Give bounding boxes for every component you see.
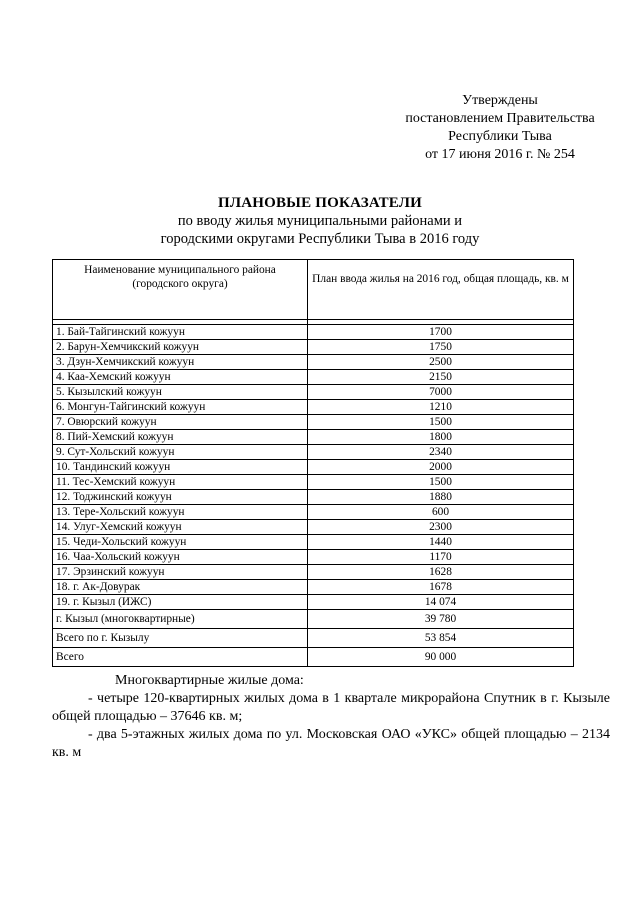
row-district: 8. Пий-Хемский кожуун <box>53 430 308 445</box>
row-district: 9. Сут-Хольский кожуун <box>53 445 308 460</box>
row-value: 1500 <box>308 415 574 430</box>
summary-label: Всего по г. Кызылу <box>53 629 308 648</box>
table-row <box>53 535 574 550</box>
row-value: 600 <box>308 505 574 520</box>
row-value: 1880 <box>308 490 574 505</box>
row-value: 1500 <box>308 475 574 490</box>
approval-line-4: от 17 июня 2016 г. № 254 <box>425 147 575 162</box>
table-row <box>53 460 574 475</box>
table-row <box>53 520 574 535</box>
approval-line-3: Республики Тыва <box>448 129 552 144</box>
table-row <box>53 430 574 445</box>
column-header-district: Наименование муниципального района (городского округа) <box>53 260 308 320</box>
row-value: 2150 <box>308 370 574 385</box>
row-district: 3. Дзун-Хемчикский кожуун <box>53 355 308 370</box>
row-district: 10. Тандинский кожуун <box>53 460 308 475</box>
summary-row <box>53 629 574 648</box>
notes-item-2: - два 5-этажных жилых дома по ул. Московская ОАО «УКС» общей площадью – 2134 кв. м <box>52 727 610 760</box>
row-district: 4. Каа-Хемский кожуун <box>53 370 308 385</box>
row-district: 19. г. Кызыл (ИЖС) <box>53 595 308 610</box>
row-value: 7000 <box>308 385 574 400</box>
summary-value: 90 000 <box>308 648 574 667</box>
row-district: 15. Чеди-Хольский кожуун <box>53 535 308 550</box>
table-row <box>53 475 574 490</box>
table-row <box>53 595 574 610</box>
table-row <box>53 370 574 385</box>
row-value: 2340 <box>308 445 574 460</box>
approval-line-1: Утверждены <box>462 93 538 108</box>
document-subtitle-line-1: по вводу жилья муниципальными районами и <box>177 213 463 229</box>
document-heading <box>0 194 640 248</box>
table-row <box>53 400 574 415</box>
table-row <box>53 550 574 565</box>
row-district: 5. Кызылский кожуун <box>53 385 308 400</box>
row-value: 1210 <box>308 400 574 415</box>
row-value: 14 074 <box>308 595 574 610</box>
approval-stamp <box>380 92 620 164</box>
summary-value: 53 854 <box>308 629 574 648</box>
row-district: 16. Чаа-Хольский кожуун <box>53 550 308 565</box>
summary-row-total <box>53 648 574 667</box>
row-district: 12. Тоджинский кожуун <box>53 490 308 505</box>
row-value: 2300 <box>308 520 574 535</box>
table-row <box>53 490 574 505</box>
summary-label: Всего <box>53 648 308 667</box>
row-value: 1170 <box>308 550 574 565</box>
row-district: 7. Овюрский кожуун <box>53 415 308 430</box>
table-row <box>53 355 574 370</box>
row-value: 1700 <box>308 325 574 340</box>
summary-row <box>53 610 574 629</box>
row-district: 6. Монгун-Тайгинский кожуун <box>53 400 308 415</box>
document-subtitle-line-2: городскими округами Республики Тыва в 2016 году <box>160 231 480 247</box>
summary-value: 39 780 <box>308 610 574 629</box>
table-header-row <box>53 260 574 320</box>
row-value: 1440 <box>308 535 574 550</box>
row-district: 13. Тере-Хольский кожуун <box>53 505 308 520</box>
notes-item-1: - четыре 120-квартирных жилых дома в 1 квартале микрорайона Спутник в г. Кызыле общей площадью – 37646 кв. м; <box>52 691 610 724</box>
row-district: 17. Эрзинский кожуун <box>53 565 308 580</box>
table-row <box>53 415 574 430</box>
table-row <box>53 505 574 520</box>
table-row <box>53 325 574 340</box>
table-row <box>53 340 574 355</box>
row-district: 1. Бай-Тайгинский кожуун <box>53 325 308 340</box>
summary-label: г. Кызыл (многоквартирные) <box>53 610 308 629</box>
notes-heading: Многоквартирные жилые дома: <box>115 673 304 688</box>
row-value: 2000 <box>308 460 574 475</box>
table-row <box>53 385 574 400</box>
row-value: 1800 <box>308 430 574 445</box>
row-value: 1678 <box>308 580 574 595</box>
row-district: 14. Улуг-Хемский кожуун <box>53 520 308 535</box>
row-district: 11. Тес-Хемский кожуун <box>53 475 308 490</box>
document-title: ПЛАНОВЫЕ ПОКАЗАТЕЛИ <box>217 195 423 211</box>
row-value: 2500 <box>308 355 574 370</box>
table-row <box>53 565 574 580</box>
notes-section <box>52 672 610 762</box>
column-header-plan: План ввода жилья на 2016 год, общая площадь, кв. м <box>308 260 574 320</box>
approval-line-2: постановлением Правительства <box>405 111 595 126</box>
row-value: 1628 <box>308 565 574 580</box>
row-value: 1750 <box>308 340 574 355</box>
row-district: 2. Барун-Хемчикский кожуун <box>53 340 308 355</box>
row-district: 18. г. Ак-Довурак <box>53 580 308 595</box>
table-row <box>53 445 574 460</box>
table-row <box>53 580 574 595</box>
housing-plan-table <box>52 259 574 667</box>
